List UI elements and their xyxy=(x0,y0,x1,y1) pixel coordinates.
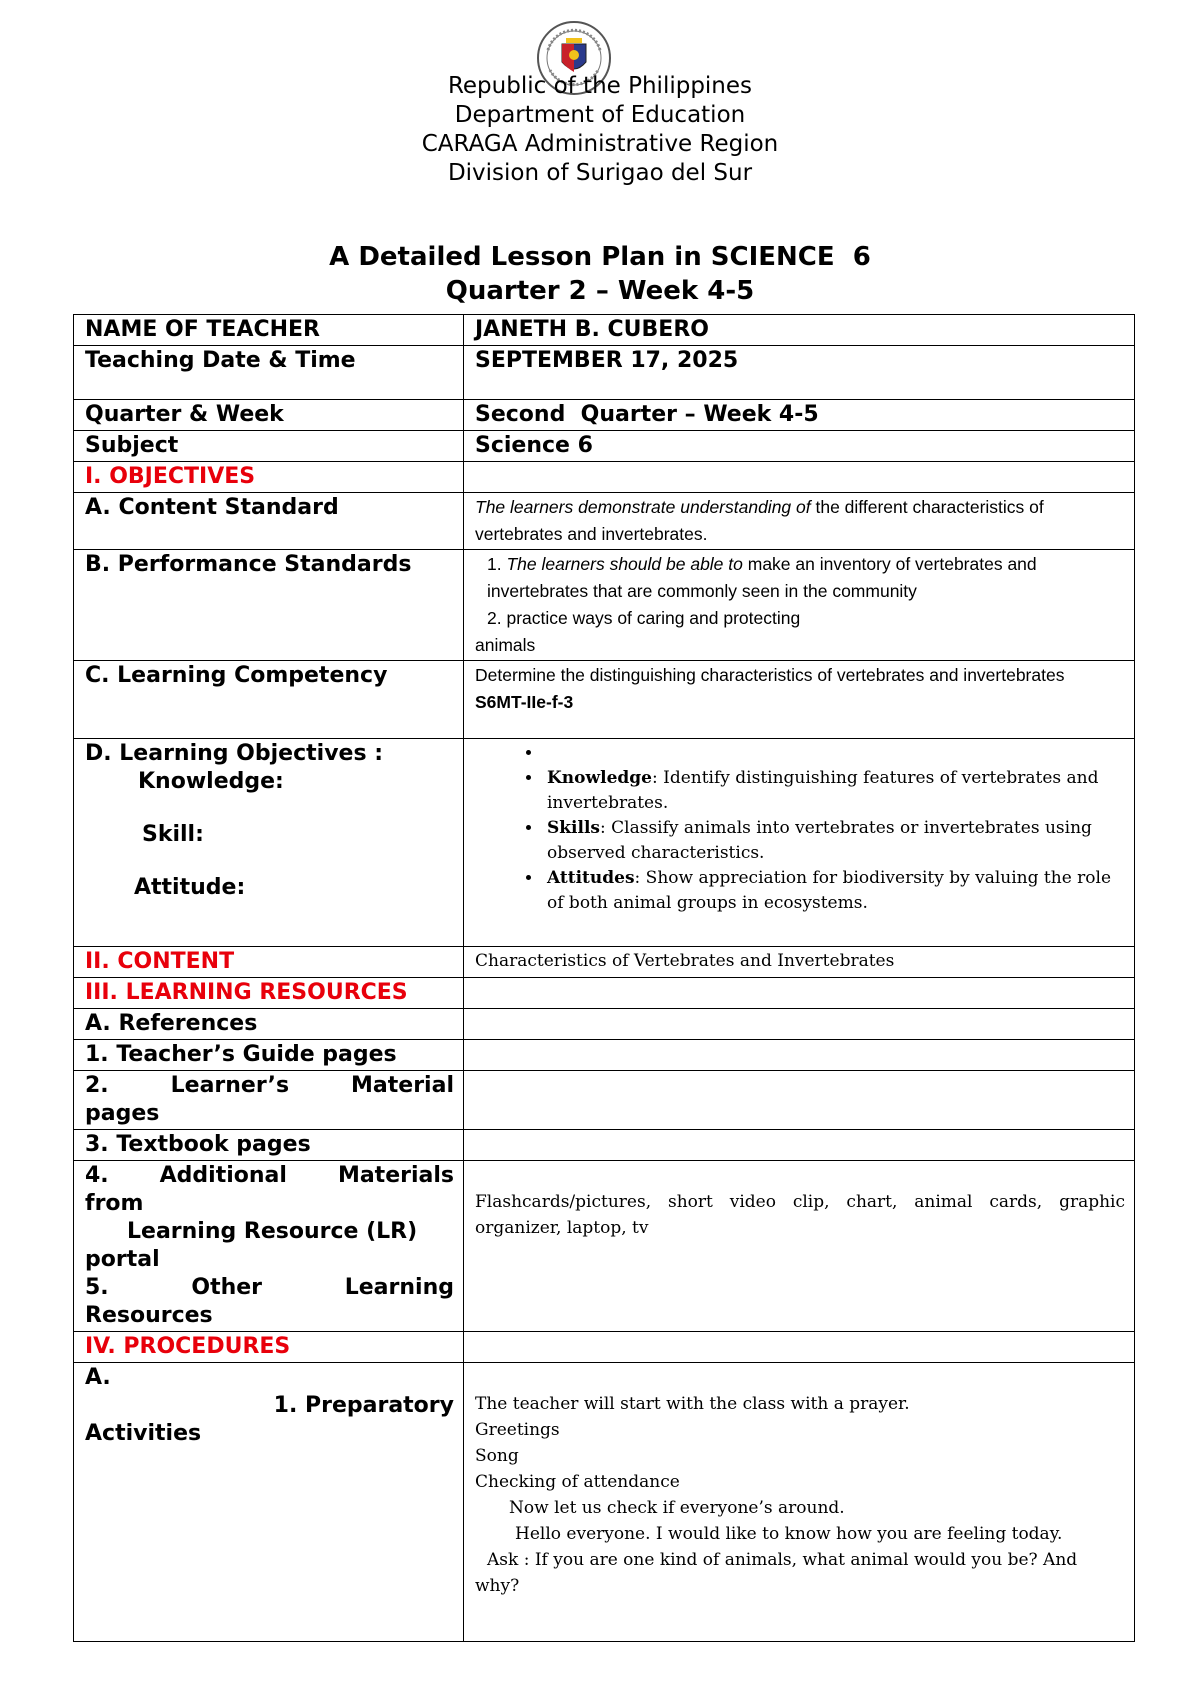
prep-line-3: Song xyxy=(475,1446,519,1466)
label-preparatory-activities xyxy=(74,1363,464,1642)
row-references xyxy=(74,1009,1135,1040)
other-resources-line-2: Resources xyxy=(85,1303,213,1328)
objective-attitudes-text: : Show appreciation for biodiversity by valuing the role of both animal groups in ecosystems. xyxy=(547,868,1112,913)
empty-cell xyxy=(464,1332,1135,1363)
label-content-standard: A. Content Standard xyxy=(74,493,464,550)
heading-procedures: IV. PROCEDURES xyxy=(74,1332,464,1363)
value-additional-materials: Flashcards/pictures, short video clip, chart, animal cards, graphic organizer, laptop, tv xyxy=(464,1161,1135,1332)
header-line-3: CARAGA Administrative Region xyxy=(421,131,779,157)
heading-objectives: I. OBJECTIVES xyxy=(74,462,464,493)
row-learning-objectives xyxy=(74,739,1135,947)
other-resources-line-1: 5. Other Learning xyxy=(85,1275,454,1300)
objective-skills-text: : Classify animals into vertebrates or invertebrates using observed characteristics. xyxy=(547,818,1092,863)
performance-item-1-italic: The learners should be able to xyxy=(506,554,743,574)
value-preparatory-activities xyxy=(464,1363,1135,1642)
procedure-a: A. xyxy=(85,1365,111,1390)
competency-code: S6MT-IIe-f-3 xyxy=(475,692,574,712)
value-content-standard xyxy=(464,493,1135,550)
additional-line-1: 4. Additional Materials xyxy=(85,1163,454,1188)
row-quarter xyxy=(74,400,1135,431)
additional-line-2: from xyxy=(85,1191,144,1216)
performance-item-2: 2. practice ways of caring and protecting xyxy=(487,608,801,628)
performance-item-1 xyxy=(475,551,1125,605)
label-textbook-pages: 3. Textbook pages xyxy=(74,1130,464,1161)
empty-cell xyxy=(464,1071,1135,1130)
label-references: A. References xyxy=(74,1009,464,1040)
row-tg-pages xyxy=(74,1040,1135,1071)
label-performance-standards: B. Performance Standards xyxy=(74,550,464,661)
attitude-label: Attitude: xyxy=(134,875,246,900)
objective-knowledge xyxy=(543,766,1125,816)
row-resources-heading xyxy=(74,978,1135,1009)
prep-line-5: Now let us check if everyone’s around. xyxy=(509,1498,845,1518)
label-quarter: Quarter & Week xyxy=(74,400,464,431)
procedure-1-cont: Activities xyxy=(85,1421,202,1446)
heading-learning-resources: III. LEARNING RESOURCES xyxy=(74,978,464,1009)
title-line-2: Quarter 2 – Week 4-5 xyxy=(445,276,755,306)
row-lm-pages xyxy=(74,1071,1135,1130)
prep-line-4: Checking of attendance xyxy=(475,1472,680,1492)
value-subject: Science 6 xyxy=(464,431,1135,462)
row-performance-standards xyxy=(74,550,1135,661)
row-textbook xyxy=(74,1130,1135,1161)
prep-line-6: Hello everyone. I would like to know how you are feeling today. xyxy=(515,1524,1063,1544)
label-learners-material-pages xyxy=(74,1071,464,1130)
competency-text: Determine the distinguishing characteristics of vertebrates and invertebrates xyxy=(475,665,1065,685)
lesson-plan-table xyxy=(73,314,1135,1642)
label-teachers-guide-pages: 1. Teacher’s Guide pages xyxy=(74,1040,464,1071)
row-teacher xyxy=(74,315,1135,346)
knowledge-label: Knowledge: xyxy=(138,769,284,794)
objective-skills xyxy=(543,816,1125,866)
content-standard-italic: The learners demonstrate understanding of xyxy=(475,497,811,517)
performance-item-1-num: 1. xyxy=(487,554,507,574)
value-date: SEPTEMBER 17, 2025 xyxy=(464,346,1135,400)
procedure-1: 1. Preparatory xyxy=(273,1393,454,1418)
objective-knowledge-bold: Knowledge xyxy=(547,768,652,788)
document-title xyxy=(0,240,1200,308)
label-teacher: NAME OF TEACHER xyxy=(74,315,464,346)
lm-pages-line-1: 2. Learner’s Material xyxy=(85,1073,454,1098)
value-learning-competency xyxy=(464,661,1135,739)
additional-line-3: Learning Resource (LR) xyxy=(127,1219,418,1244)
value-quarter: Second Quarter – Week 4-5 xyxy=(464,400,1135,431)
objective-attitudes-bold: Attitudes xyxy=(547,868,635,888)
row-additional-materials xyxy=(74,1161,1135,1332)
label-learning-objectives xyxy=(74,739,464,947)
additional-line-4: portal xyxy=(85,1247,160,1272)
skill-label: Skill: xyxy=(142,822,204,847)
empty-cell xyxy=(464,978,1135,1009)
performance-item-1-text: make an inventory of vertebrates and invertebrates that are commonly seen in the community xyxy=(487,554,1037,601)
row-date xyxy=(74,346,1135,400)
row-preparatory-activities xyxy=(74,1363,1135,1642)
objectives-list-empty-item xyxy=(543,741,1125,766)
header-line-1: Republic of the Philippines xyxy=(447,73,753,99)
row-procedures-heading xyxy=(74,1332,1135,1363)
learning-objectives-title: D. Learning Objectives : xyxy=(85,741,384,766)
header-line-2: Department of Education xyxy=(454,102,746,128)
objective-skills-bold: Skills xyxy=(547,818,601,838)
objective-attitudes xyxy=(543,866,1125,916)
label-subject: Subject xyxy=(74,431,464,462)
empty-cell xyxy=(464,1009,1135,1040)
row-learning-competency xyxy=(74,661,1135,739)
row-content xyxy=(74,947,1135,978)
agency-header xyxy=(0,72,1200,188)
empty-cell xyxy=(464,1040,1135,1071)
heading-content: II. CONTENT xyxy=(74,947,464,978)
empty-cell xyxy=(464,462,1135,493)
lm-pages-line-2: pages xyxy=(85,1101,160,1126)
label-date: Teaching Date & Time xyxy=(74,346,464,400)
label-additional-materials xyxy=(74,1161,464,1332)
objective-knowledge-text: : Identify distinguishing features of vertebrates and invertebrates. xyxy=(547,768,1099,813)
prep-line-7: Ask : If you are one kind of animals, what animal would you be? And why? xyxy=(475,1550,1078,1596)
empty-cell xyxy=(464,1130,1135,1161)
value-content: Characteristics of Vertebrates and Invertebrates xyxy=(464,947,1135,978)
value-performance-standards xyxy=(464,550,1135,661)
prep-line-2: Greetings xyxy=(475,1420,560,1440)
objectives-list xyxy=(475,741,1125,916)
prep-line-1: The teacher will start with the class with a prayer. xyxy=(475,1394,910,1414)
row-subject xyxy=(74,431,1135,462)
title-line-1: A Detailed Lesson Plan in SCIENCE 6 xyxy=(329,242,871,272)
performance-item-2-cont: animals xyxy=(475,635,536,655)
label-learning-competency: C. Learning Competency xyxy=(74,661,464,739)
value-learning-objectives xyxy=(464,739,1135,947)
row-objectives-heading xyxy=(74,462,1135,493)
row-content-standard xyxy=(74,493,1135,550)
value-teacher: JANETH B. CUBERO xyxy=(464,315,1135,346)
content-standard-text: the different characteristics of vertebrates and invertebrates. xyxy=(475,497,1044,544)
header-line-4: Division of Surigao del Sur xyxy=(447,160,753,186)
